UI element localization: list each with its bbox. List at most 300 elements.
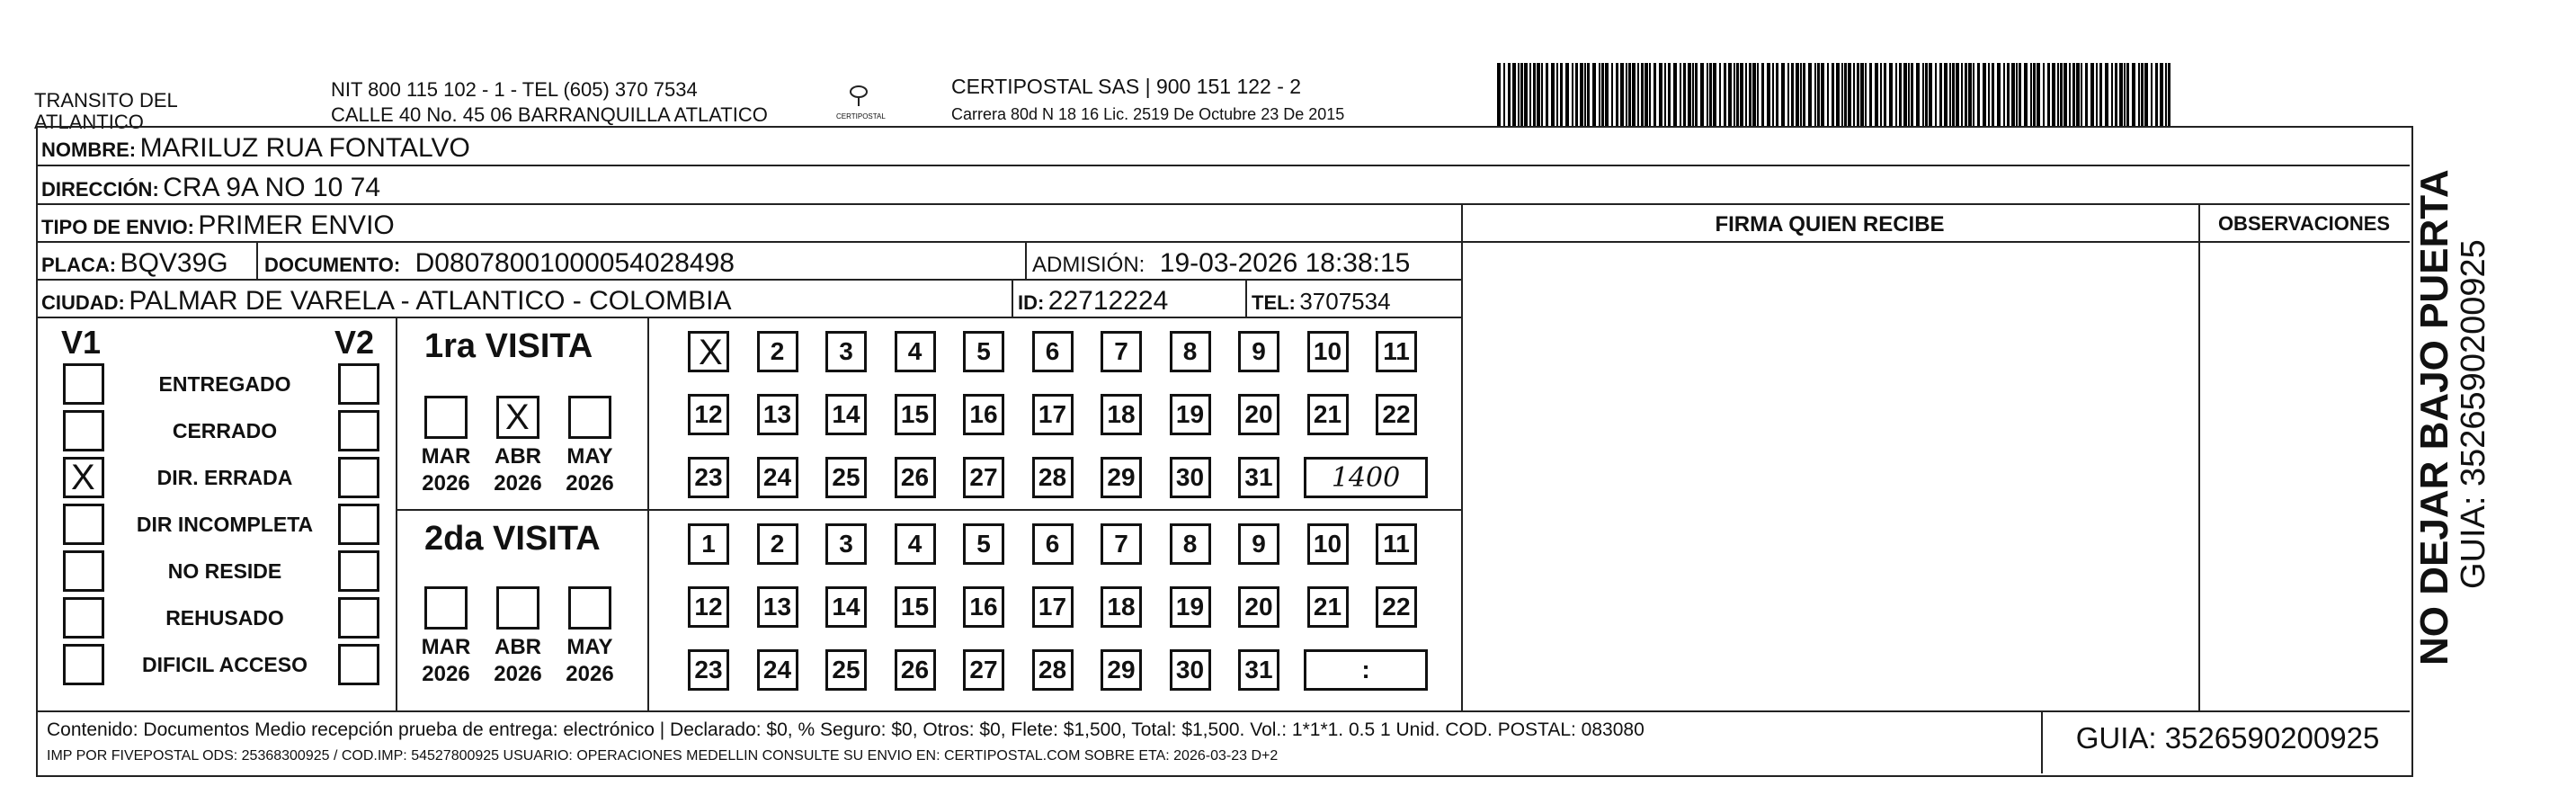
first-day-box[interactable]: 6 (1032, 331, 1074, 372)
second-day-box[interactable]: 31 (1238, 649, 1279, 691)
barcode-bar (1880, 63, 1882, 126)
reason-label: DIR INCOMPLETA (136, 513, 314, 536)
v1-label: V1 (61, 324, 102, 361)
first-day-box[interactable]: 12 (688, 394, 729, 435)
barcode-bar (1848, 63, 1851, 126)
v1-checkbox[interactable] (63, 410, 104, 451)
barcode-bar (1520, 63, 1523, 126)
v2-checkbox[interactable] (338, 597, 379, 639)
documento-value: D08078001000054028498 (414, 248, 735, 278)
month-label: MAY (566, 444, 613, 469)
barcode-bar (1641, 63, 1644, 126)
barcode-bar (2105, 63, 2108, 126)
barcode-bar (1683, 63, 1686, 126)
first-day-box[interactable]: 24 (757, 457, 798, 498)
divider (647, 317, 649, 710)
first-day-box[interactable]: 20 (1238, 394, 1279, 435)
second-day-box[interactable]: 18 (1101, 586, 1142, 628)
placa-cell (41, 248, 228, 279)
barcode-bar (1952, 63, 1955, 126)
barcode-bar (1929, 63, 1932, 126)
barcode-bar (2037, 63, 2040, 126)
barcode-bar (1935, 63, 1937, 126)
barcode-bar (1865, 63, 1867, 126)
barcode-bar (1620, 63, 1624, 126)
barcode-bar (1895, 63, 1897, 126)
first-day-box[interactable]: 9 (1238, 331, 1279, 372)
v1-checkbox[interactable] (63, 504, 104, 545)
barcode-bar (2011, 63, 2015, 126)
barcode-bar (1803, 63, 1805, 126)
second-day-box[interactable]: 30 (1170, 649, 1211, 691)
reason-label: DIFICIL ACCESO (141, 653, 308, 676)
barcode-bar (1503, 63, 1505, 126)
second-day-box[interactable]: 8 (1170, 523, 1211, 565)
month-label: MAR (421, 635, 471, 659)
year-label: 2026 (494, 471, 542, 496)
barcode-bar (1695, 63, 1698, 126)
ciudad-cell (41, 286, 732, 317)
barcode-bar (2016, 63, 2018, 126)
org-name-line1: TRANSITO DEL (34, 89, 178, 112)
second-month-checkbox[interactable] (424, 586, 468, 630)
first-day-box[interactable]: 11 (1376, 331, 1417, 372)
second-day-box[interactable]: 25 (825, 649, 867, 691)
barcode-bar (1605, 63, 1609, 126)
admision-cell (1032, 248, 1410, 279)
divider (396, 317, 397, 710)
barcode-bar (2081, 63, 2082, 126)
barcode-bar (2072, 63, 2075, 126)
first-day-box[interactable]: 21 (1307, 394, 1349, 435)
second-day-box[interactable]: 26 (895, 649, 936, 691)
year-label: 2026 (422, 471, 470, 496)
barcode-bar (1728, 63, 1732, 126)
barcode-bar (1949, 63, 1951, 126)
barcode-bar (1541, 63, 1543, 126)
first-month-checkbox[interactable] (424, 396, 468, 439)
barcode-bar (1664, 63, 1666, 126)
second-day-box[interactable]: 15 (895, 586, 936, 628)
reason-label: ENTREGADO (158, 372, 291, 396)
barcode-bar (1572, 63, 1573, 126)
barcode-bar (1961, 63, 1963, 126)
barcode-bar (1628, 63, 1631, 126)
first-month-checkbox[interactable] (568, 396, 611, 439)
barcode-bar (1899, 63, 1902, 126)
second-day-box[interactable]: 19 (1170, 586, 1211, 628)
barcode-bar (1911, 63, 1913, 126)
barcode-bar (1497, 63, 1501, 126)
second-day-box[interactable]: 7 (1101, 523, 1142, 565)
contenido-text: Contenido: Documentos Medio recepción prueba de entrega: electrónico | Declarado: $0, % Seguro: $0, Otros: $0, Flete: $1,500, Total: $1,500. Vol.: 1*1*1. 0.5 1 Unid. COD. POSTAL: 083080 (47, 719, 1645, 740)
barcode-bar (1649, 63, 1651, 126)
first-day-box[interactable]: 26 (895, 457, 936, 498)
second-day-box[interactable]: 3 (825, 523, 867, 565)
v1-checkbox[interactable] (63, 363, 104, 405)
barcode-bar (1997, 63, 2001, 126)
barcode-bar (1551, 63, 1555, 126)
barcode-bar (1767, 63, 1770, 126)
barcode-bar (2007, 63, 2010, 126)
barcode-bar (1734, 63, 1735, 126)
first-day-box[interactable]: 2 (757, 331, 798, 372)
barcode-bar (1749, 63, 1752, 126)
barcode-bar (2085, 63, 2088, 126)
barcode-bar (1707, 63, 1708, 126)
barcode-bar (1692, 63, 1694, 126)
id-cell (1018, 286, 1168, 317)
observaciones-header: OBSERVACIONES (2217, 212, 2391, 235)
divider (2198, 203, 2200, 710)
nit-line: NIT 800 115 102 - 1 - TEL (605) 370 7534 (331, 78, 698, 101)
nombre-value: MARILUZ RUA FONTALVO (139, 133, 470, 163)
barcode-bar (2043, 63, 2045, 126)
divider (1012, 279, 1013, 317)
second-day-box[interactable]: 20 (1238, 586, 1279, 628)
first-visit-title: 1ra VISITA (424, 327, 593, 365)
barcode-bar (2151, 63, 2153, 126)
barcode-bar (1626, 63, 1627, 126)
barcode-bar (1518, 63, 1520, 126)
imp-text: IMP POR FIVEPOSTAL ODS: 25368300925 / COD.IMP: 54527800925 USUARIO: OPERACIONES MEDELLIN CONSULTE SU ENVIO EN: CERTIPOSTAL.COM SOBRE ETA: 2026-03-23 D+2 (47, 748, 1279, 764)
second-day-box[interactable]: 13 (757, 586, 798, 628)
month-label: MAR (421, 444, 471, 469)
divider (36, 317, 1461, 318)
barcode-bar (1860, 63, 1864, 126)
barcode-bar (1776, 63, 1778, 126)
barcode-bar (1757, 63, 1759, 126)
barcode-bar (1884, 63, 1886, 126)
tel-cell (1252, 288, 1391, 316)
second-day-box[interactable]: 29 (1101, 649, 1142, 691)
barcode-bar (1556, 63, 1558, 126)
barcode-bar (1713, 63, 1716, 126)
x-mark: X (71, 458, 95, 497)
divider (1461, 241, 2410, 243)
second-day-box[interactable]: 2 (757, 523, 798, 565)
second-day-box[interactable]: 9 (1238, 523, 1279, 565)
v2-checkbox[interactable] (338, 410, 379, 451)
v2-checkbox[interactable] (338, 457, 379, 498)
second-day-box[interactable]: 24 (757, 649, 798, 691)
barcode-bar (1916, 63, 1920, 126)
barcode-bar (1508, 63, 1511, 126)
year-label: 2026 (422, 662, 470, 686)
barcode-bar (2060, 63, 2063, 126)
divider (36, 203, 2410, 205)
second-time-box[interactable]: : (1304, 649, 1428, 691)
barcode-bar (1821, 63, 1824, 126)
first-day-box[interactable]: 19 (1170, 394, 1211, 435)
second-day-box[interactable]: 14 (825, 586, 867, 628)
barcode-bar (1645, 63, 1648, 126)
documento-label: DOCUMENTO: (264, 254, 401, 276)
id-value: 22712224 (1047, 286, 1169, 316)
barcode-bar (1992, 63, 1994, 126)
first-day-box[interactable]: 16 (963, 394, 1004, 435)
documento-cell (264, 248, 735, 279)
second-day-box[interactable]: 21 (1307, 586, 1349, 628)
barcode-bar (1709, 63, 1712, 126)
barcode-bar (1889, 63, 1893, 126)
divider (2041, 710, 2043, 773)
barcode-bar (1836, 63, 1840, 126)
barcode-bar (1724, 63, 1726, 126)
first-day-box[interactable]: 30 (1170, 457, 1211, 498)
v1-checkbox[interactable] (63, 550, 104, 592)
reason-label: NO RESIDE (167, 559, 282, 583)
org-name-line2: ATLANTICO (34, 111, 144, 133)
tel-value: 3707534 (1299, 288, 1391, 315)
barcode-bar (1668, 63, 1671, 126)
barcode-bar (1908, 63, 1910, 126)
barcode-bar (1560, 63, 1563, 126)
divider (1461, 203, 1463, 710)
barcode-bar (1817, 63, 1820, 126)
second-day-box[interactable]: 1 (688, 523, 729, 565)
x-mark: X (505, 397, 530, 437)
first-day-box[interactable]: 10 (1307, 331, 1349, 372)
second-day-box[interactable]: 5 (963, 523, 1004, 565)
first-day-box[interactable]: 18 (1101, 394, 1142, 435)
v1-checkbox[interactable] (63, 644, 104, 685)
month-label: ABR (495, 444, 541, 469)
nombre-label: NOMBRE: (41, 138, 137, 161)
nombre-row (41, 133, 470, 164)
barcode-bar (1853, 63, 1855, 126)
barcode-bar (1546, 63, 1548, 126)
barcode-bar (2052, 63, 2055, 126)
barcode-bar (1637, 63, 1639, 126)
second-day-box[interactable]: 17 (1032, 586, 1074, 628)
first-day-box[interactable]: 23 (688, 457, 729, 498)
barcode-bar (1680, 63, 1681, 126)
year-label: 2026 (566, 471, 614, 496)
barcode-bar (1719, 63, 1721, 126)
barcode-bar (1983, 63, 1986, 126)
x-mark: X (699, 333, 723, 372)
reason-label: CERRADO (172, 419, 278, 442)
tipo-value: PRIMER ENVIO (198, 210, 395, 240)
barcode-bar (2144, 63, 2148, 126)
barcode-bar (1869, 63, 1872, 126)
barcode-bar (1841, 63, 1843, 126)
barcode-bar (2076, 63, 2080, 126)
second-day-box[interactable]: 11 (1376, 523, 1417, 565)
barcode-bar (2119, 63, 2123, 126)
year-label: 2026 (494, 662, 542, 686)
tel-label: TEL: (1252, 291, 1296, 314)
second-day-box[interactable]: 12 (688, 586, 729, 628)
logo-text: CERTIPOSTAL (836, 112, 886, 121)
v2-checkbox[interactable] (338, 644, 379, 685)
barcode-bar (1745, 63, 1747, 126)
barcode-bar (2069, 63, 2071, 126)
barcode-bar (1601, 63, 1604, 126)
barcode-bar (1592, 63, 1596, 126)
direccion-label: DIRECCIÓN: (41, 178, 159, 201)
divider (256, 241, 258, 279)
year-label: 2026 (566, 662, 614, 686)
barcode-bar (1944, 63, 1948, 126)
barcode-bar (1844, 63, 1847, 126)
admision-label: ADMISIÓN: (1032, 253, 1145, 277)
reason-label: DIR. ERRADA (156, 466, 293, 489)
barcode-bar (1814, 63, 1816, 126)
side-guia-text: GUIA: 3526590200925 (2455, 239, 2492, 589)
barcode-bar (1827, 63, 1829, 126)
divider (36, 710, 2410, 712)
barcode-bar (2155, 63, 2158, 126)
divider (396, 509, 1461, 511)
barcode-bar (1796, 63, 1799, 126)
barcode-bar (1611, 63, 1613, 126)
first-day-box[interactable]: 8 (1170, 331, 1211, 372)
barcode-bar (1752, 63, 1756, 126)
barcode-bar (2160, 63, 2163, 126)
barcode-bar (2019, 63, 2021, 126)
barcode-bar (1903, 63, 1907, 126)
barcode-bar (1832, 63, 1834, 126)
barcode-bar (1524, 63, 1528, 126)
first-day-box[interactable]: 15 (895, 394, 936, 435)
barcode-bar (2047, 63, 2050, 126)
barcode-bar (2165, 63, 2167, 126)
barcode-bar (1565, 63, 1569, 126)
placa-label: PLACA: (41, 254, 117, 276)
first-day-box[interactable]: 13 (757, 394, 798, 435)
barcode-bar (2124, 63, 2126, 126)
second-day-box[interactable]: 22 (1376, 586, 1417, 628)
ciudad-value: PALMAR DE VARELA - ATLANTICO - COLOMBIA (129, 286, 732, 316)
v1-checkbox[interactable] (63, 457, 104, 498)
barcode-bar (2138, 63, 2140, 126)
barcode-bar (1587, 63, 1590, 126)
barcode-bar (2003, 63, 2005, 126)
barcode-bar (1659, 63, 1662, 126)
first-day-box[interactable]: 29 (1101, 457, 1142, 498)
first-day-box[interactable]: 3 (825, 331, 867, 372)
barcode-bar (1673, 63, 1677, 126)
direccion-row (41, 173, 380, 203)
barcode-bar (1875, 63, 1878, 126)
second-visit-title: 2da VISITA (424, 520, 601, 558)
first-month-checkbox[interactable] (496, 396, 539, 439)
divider (36, 279, 1461, 281)
first-time-box[interactable]: 1400 (1304, 457, 1428, 498)
barcode-bar (1761, 63, 1764, 126)
barcode-bar (1939, 63, 1942, 126)
barcode-bar (1575, 63, 1578, 126)
barcode-bar (1632, 63, 1636, 126)
barcode-bar (2024, 63, 2028, 126)
v2-checkbox[interactable] (338, 363, 379, 405)
barcode-bar (2063, 63, 2067, 126)
tipo-row (41, 210, 395, 241)
guia-footer: GUIA: 3526590200925 (2075, 721, 2380, 755)
barcode-bar (2090, 63, 2094, 126)
barcode-bar (1781, 63, 1785, 126)
barcode-bar (1968, 63, 1972, 126)
barcode-bar (1922, 63, 1924, 126)
first-day-box[interactable] (688, 331, 729, 372)
first-day-box[interactable]: 14 (825, 394, 867, 435)
barcode-bar (2030, 63, 2032, 126)
second-day-box[interactable]: 27 (963, 649, 1004, 691)
barcode-bar (1653, 63, 1656, 126)
barcode-bar (1736, 63, 1739, 126)
tipo-label: TIPO DE ENVIO: (41, 216, 194, 238)
first-day-box[interactable]: 25 (825, 457, 867, 498)
barcode-bar (1580, 63, 1583, 126)
barcode-bar (1857, 63, 1859, 126)
v2-label: V2 (334, 324, 375, 361)
barcode-bar (1512, 63, 1516, 126)
barcode-bar (1688, 63, 1691, 126)
barcode-bar (1529, 63, 1531, 126)
second-day-box[interactable]: 16 (963, 586, 1004, 628)
v2-checkbox[interactable] (338, 504, 379, 545)
barcode-bar (2132, 63, 2135, 126)
first-day-box[interactable]: 17 (1032, 394, 1074, 435)
first-day-box[interactable]: 27 (963, 457, 1004, 498)
barcode-bar (1599, 63, 1600, 126)
firma-header: FIRMA QUIEN RECIBE (1715, 212, 1945, 237)
barcode-bar (1808, 63, 1812, 126)
second-month-checkbox[interactable] (496, 586, 539, 630)
barcode (1497, 63, 2180, 126)
first-day-box[interactable]: 4 (895, 331, 936, 372)
second-day-box[interactable]: 10 (1307, 523, 1349, 565)
second-day-box[interactable]: 4 (895, 523, 936, 565)
first-day-box[interactable]: 7 (1101, 331, 1142, 372)
second-day-box[interactable]: 23 (688, 649, 729, 691)
barcode-bar (2141, 63, 2144, 126)
barcode-bar (2126, 63, 2129, 126)
month-label: MAY (566, 635, 613, 659)
barcode-bar (1533, 63, 1536, 126)
first-day-box[interactable]: 22 (1376, 394, 1417, 435)
first-day-box[interactable]: 5 (963, 331, 1004, 372)
second-day-box[interactable]: 28 (1032, 649, 1074, 691)
first-day-box[interactable]: 28 (1032, 457, 1074, 498)
first-day-box[interactable]: 31 (1238, 457, 1279, 498)
second-day-box[interactable]: 6 (1032, 523, 1074, 565)
barcode-bar (1988, 63, 1990, 126)
barcode-bar (2111, 63, 2113, 126)
barcode-bar (1740, 63, 1743, 126)
v1-checkbox[interactable] (63, 597, 104, 639)
barcode-bar (1973, 63, 1974, 126)
barcode-bar (2099, 63, 2102, 126)
barcode-bar (1616, 63, 1618, 126)
barcode-bar (1584, 63, 1586, 126)
barcode-bar (1791, 63, 1794, 126)
reason-label: REHUSADO (165, 606, 284, 630)
courier-line2: Carrera 80d N 18 16 Lic. 2519 De Octubre 23 De 2015 (951, 105, 1345, 123)
second-month-checkbox[interactable] (568, 586, 611, 630)
barcode-bar (1925, 63, 1928, 126)
v2-checkbox[interactable] (338, 550, 379, 592)
barcode-bar (2096, 63, 2098, 126)
divider (1025, 241, 1027, 279)
month-label: ABR (495, 635, 541, 659)
barcode-bar (2168, 63, 2170, 126)
admision-value: 19-03-2026 18:38:15 (1159, 248, 1411, 278)
barcode-bar (1965, 63, 1967, 126)
barcode-bar (2115, 63, 2117, 126)
